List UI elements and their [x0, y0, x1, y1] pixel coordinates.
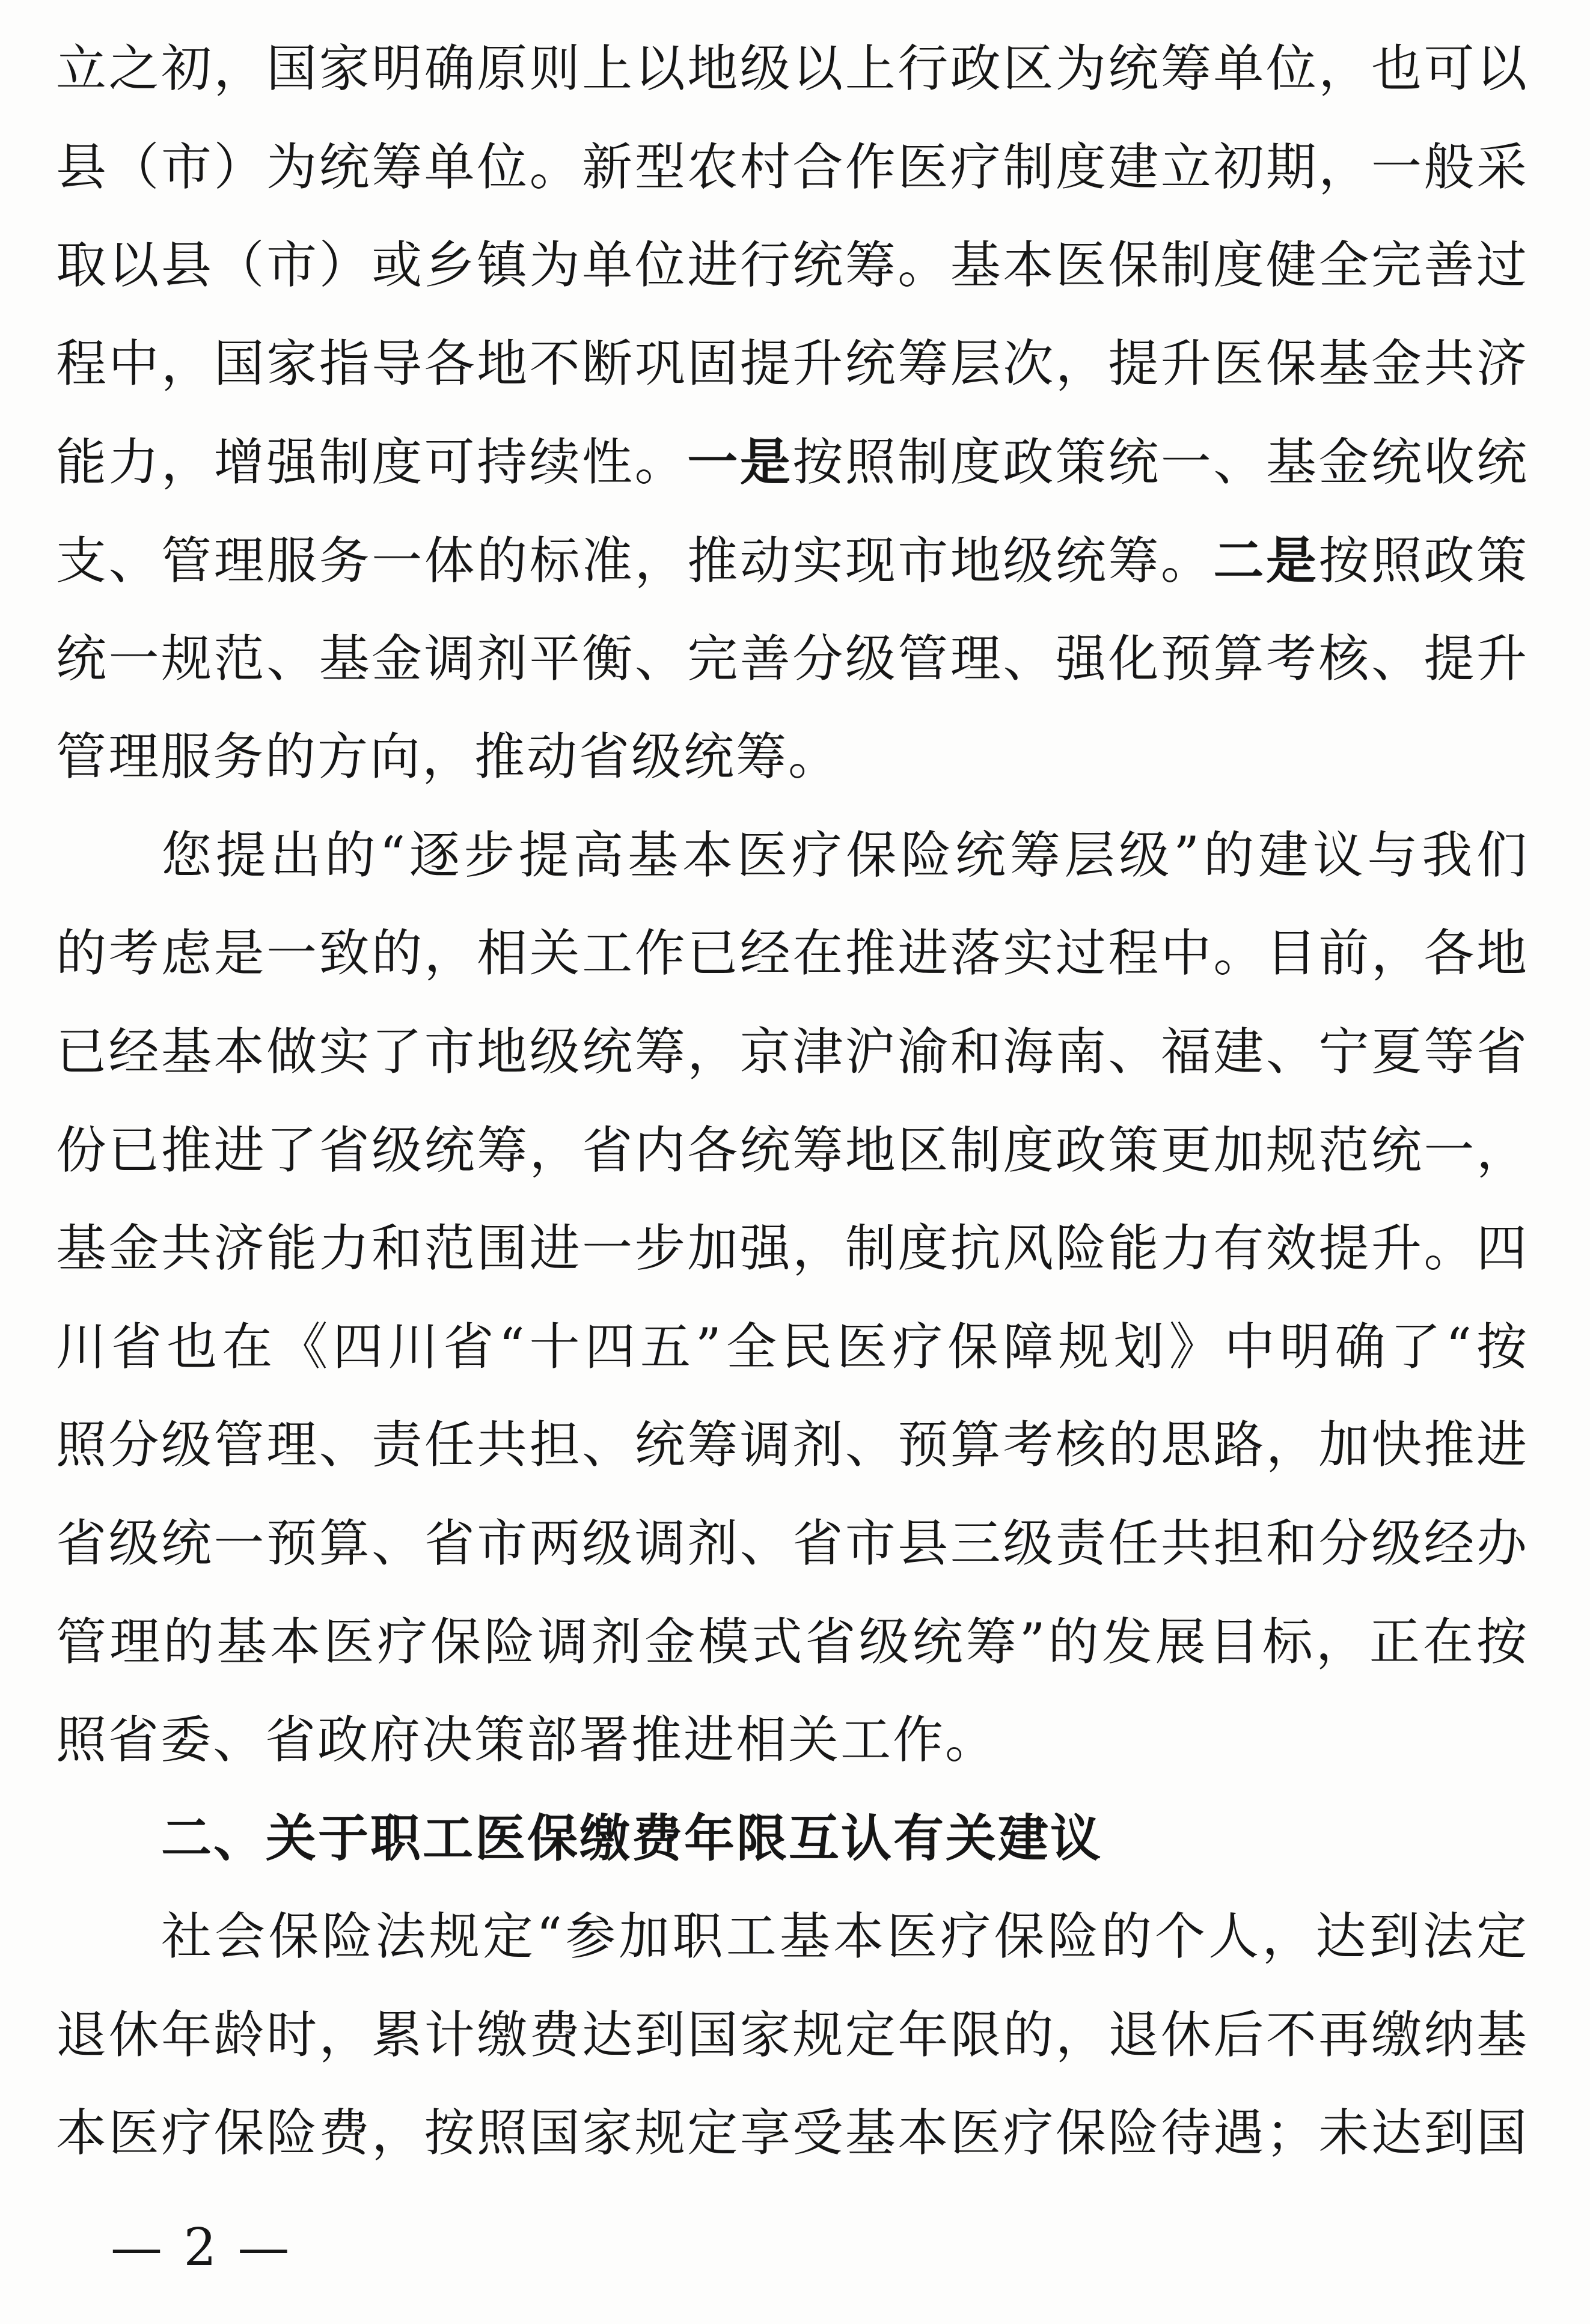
- body-line: 统一规范、基金调剂平衡、完善分级管理、强化预算考核、提升: [56, 629, 1529, 688]
- body-line: 已经基本做实了市地级统筹，京津沪渝和海南、福建、宁夏等省: [56, 1022, 1529, 1081]
- body-line: 县（市）为统筹单位。新型农村合作医疗制度建立初期，一般采: [56, 137, 1529, 197]
- body-line: 川省也在《四川省“十四五”全民医疗保障规划》中明确了“按: [56, 1317, 1529, 1376]
- body-line: 照省委、省政府决策部署推进相关工作。: [56, 1710, 998, 1770]
- body-line: [56, 413, 1529, 511]
- body-line: [56, 511, 1529, 610]
- body-line: 您提出的“逐步提高基本医疗保险统筹层级”的建议与我们: [161, 825, 1529, 885]
- page-number: — 2 —: [111, 2218, 292, 2278]
- body-line: 取以县（市）或乡镇为单位进行统筹。基本医保制度健全完善过: [56, 236, 1529, 295]
- body-text: 支、管理服务一体的标准，推动实现市地级统筹。: [56, 531, 1214, 590]
- paragraph-2: [56, 807, 1529, 1790]
- body-line: 省级统一预算、省市两级调剂、省市县三级责任共担和分级经办: [56, 1513, 1529, 1573]
- paragraph-1: [56, 20, 1529, 807]
- body-line: 本医疗保险费，按照国家规定享受基本医疗保险待遇；未达到国: [56, 2103, 1529, 2163]
- body-line: 退休年龄时，累计缴费达到国家规定年限的，退休后不再缴纳基: [56, 2005, 1529, 2064]
- emphasis-first: 一是: [687, 432, 793, 492]
- body-text: 能力，增强制度可持续性。: [56, 433, 688, 492]
- body-line: 管理服务的方向，推动省级统筹。: [56, 727, 841, 787]
- body-line: 的考虑是一致的，相关工作已经在推进落实过程中。目前，各地: [56, 924, 1529, 983]
- body-line: 管理的基本医疗保险调剂金模式省级统筹”的发展目标，正在按: [56, 1612, 1529, 1671]
- body-text: 按照制度政策统一、基金统收统: [792, 433, 1529, 492]
- body-line: 程中，国家指导各地不断巩固提升统筹层次，提升医保基金共济: [56, 334, 1529, 393]
- emphasis-second: 二是: [1213, 530, 1319, 590]
- body-line: 照分级管理、责任共担、统筹调剂、预算考核的思路，加快推进: [56, 1415, 1529, 1475]
- body-line: 份已推进了省级统筹，省内各统筹地区制度政策更加规范统一，: [56, 1120, 1529, 1180]
- document-body: [56, 20, 1529, 2183]
- body-line: 社会保险法规定“参加职工基本医疗保险的个人，达到法定: [161, 1907, 1529, 1966]
- body-text: 按照政策: [1318, 531, 1529, 590]
- paragraph-3: [56, 1888, 1529, 2183]
- body-line: 基金共济能力和范围进一步加强，制度抗风险能力有效提升。四: [56, 1219, 1529, 1278]
- section-heading: 二、关于职工医保缴费年限互认有关建议: [161, 1808, 1103, 1868]
- body-line: 立之初，国家明确原则上以地级以上行政区为统筹单位，也可以: [56, 39, 1529, 98]
